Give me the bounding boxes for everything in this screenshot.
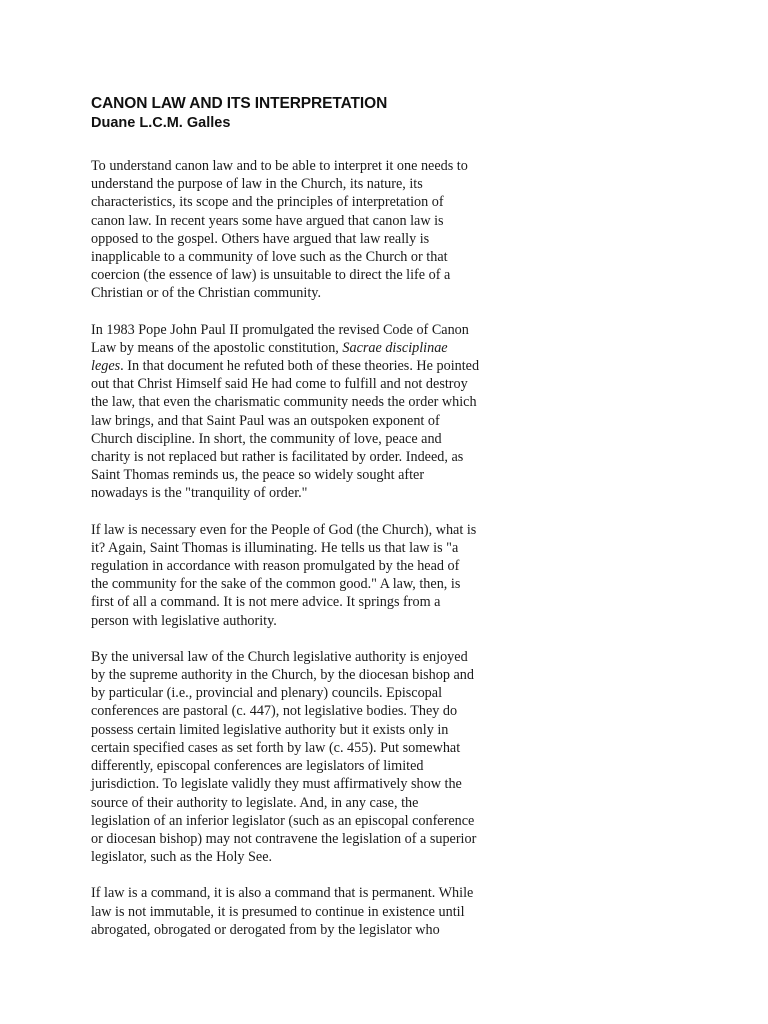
text-line: If law is necessary even for the People of God (the Church), what is (91, 521, 477, 538)
text-line: If law is a command, it is also a command that is permanent. While (91, 885, 474, 902)
text-line: inapplicable to a community of love such as the Church or that (91, 249, 448, 266)
document-content (91, 94, 511, 957)
text-line: abrogated, obrogated or derogated from by the legislator who (91, 921, 440, 938)
text-line: person with legislative authority. (91, 612, 277, 629)
document-author: Duane L.C.M. Galles (91, 115, 231, 131)
text-line: legislator, such as the Holy See. (91, 849, 273, 866)
text-line: Church discipline. In short, the community of love, peace and (91, 430, 442, 447)
text-segment: . In that document he refuted both of these theories. He pointed (120, 358, 480, 375)
text-line: certain specified cases as set forth by law (c. 455). Put somewhat (91, 739, 461, 756)
text-line: charity is not replaced but rather is facilitated by order. Indeed, as (91, 449, 464, 466)
italic-title-segment: leges (91, 358, 121, 375)
text-line-with-italic (91, 357, 511, 375)
paragraph-5 (91, 884, 511, 939)
text-line: characteristics, its scope and the principles of interpretation of (91, 194, 444, 211)
text-line: or diocesan bishop) may not contravene the legislation of a superior (91, 830, 477, 847)
text-line: out that Christ Himself said He had come to fulfill and not destroy (91, 376, 468, 393)
text-line-with-italic (91, 339, 511, 357)
text-line: by the supreme authority in the Church, by the diocesan bishop and (91, 667, 474, 684)
text-line: possess certain limited legislative authority but it exists only in (91, 721, 449, 738)
text-line: opposed to the gospel. Others have argued that law really is (91, 230, 430, 247)
text-line: jurisdiction. To legislate validly they must affirmatively show the (91, 776, 462, 793)
italic-title-segment: Sacrae disciplinae (342, 339, 448, 356)
text-line: canon law. In recent years some have argued that canon law is (91, 212, 444, 229)
text-line: the law, that even the charismatic community needs the order which (91, 394, 477, 411)
document-title: CANON LAW AND ITS INTERPRETATION (91, 95, 388, 112)
text-line: legislation of an inferior legislator (such as an episcopal conference (91, 812, 475, 829)
text-line: conferences are pastoral (c. 447), not legislative bodies. They do (91, 703, 458, 720)
text-line: regulation in accordance with reason promulgated by the head of (91, 558, 460, 575)
paragraph-3 (91, 521, 511, 630)
text-line: first of all a command. It is not mere advice. It springs from a (91, 594, 441, 611)
paragraph-1 (91, 157, 511, 303)
text-line: differently, episcopal conferences are legislators of limited (91, 758, 424, 775)
text-line: nowadays is the "tranquility of order." (91, 485, 308, 502)
text-line: To understand canon law and to be able to interpret it one needs to (91, 158, 468, 174)
text-line: law brings, and that Saint Paul was an outspoken exponent of (91, 412, 440, 429)
text-line: By the universal law of the Church legislative authority is enjoyed (91, 648, 468, 665)
text-line: Christian or of the Christian community. (91, 285, 321, 302)
text-line: it? Again, Saint Thomas is illuminating. He tells us that law is "a (91, 539, 459, 556)
text-line: coercion (the essence of law) is unsuitable to direct the life of a (91, 267, 451, 284)
text-line: the community for the sake of the common good." A law, then, is (91, 576, 461, 593)
paragraph-2 (91, 321, 511, 503)
paragraph-4 (91, 648, 511, 866)
text-line: law is not immutable, it is presumed to continue in existence until (91, 903, 465, 920)
text-line: source of their authority to legislate. And, in any case, the (91, 794, 419, 811)
text-line: by particular (i.e., provincial and plenary) councils. Episcopal (91, 685, 443, 702)
text-line: understand the purpose of law in the Church, its nature, its (91, 176, 423, 193)
text-line: Saint Thomas reminds us, the peace so widely sought after (91, 467, 425, 484)
text-line: In 1983 Pope John Paul II promulgated the revised Code of Canon (91, 321, 469, 338)
text-segment: Law by means of the apostolic constitution, (91, 339, 343, 356)
